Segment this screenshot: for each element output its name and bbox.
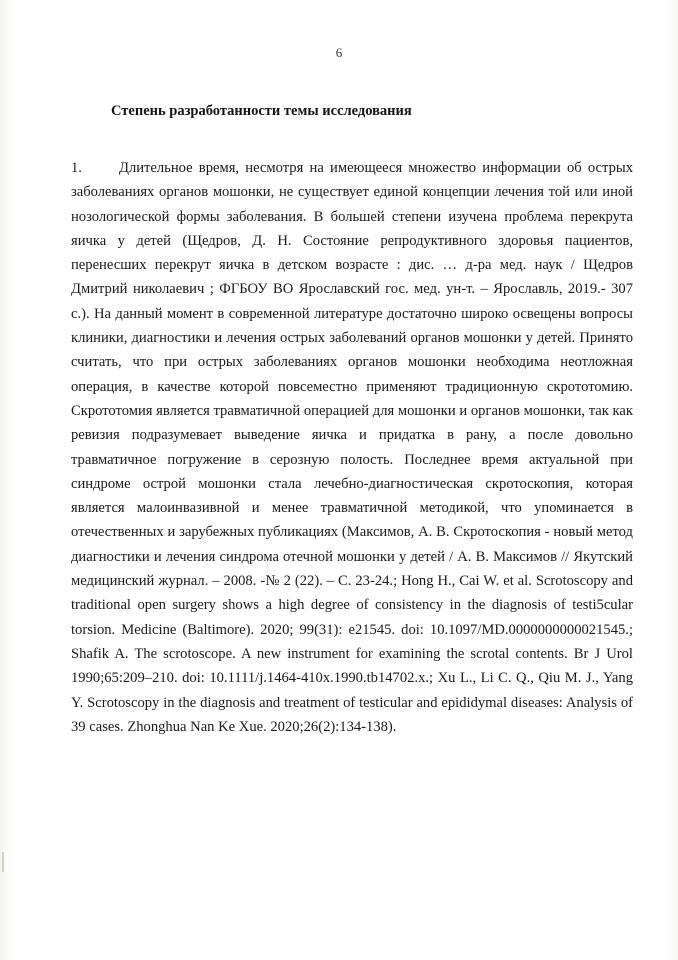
section-heading: Степень разработанности темы исследования [111,103,412,119]
list-item-number: 1. [71,160,82,176]
paragraph-text: Длительное время, несмотря на имеющееся множество информации об острых заболеваниях органов мошонки, не существует единой концепции лечения той или иной нозологической формы заболевания. В большей степени изучена проблема перекрута яичка у детей (Щедров, Д. Н. Состояние репродуктивного здоровья пациентов, перенесших перекрут яичка в детском возрасте : дис. … д-ра мед. наук / Щедров Дмитрий николаевич ; ФГБОУ ВО Ярославский гос. мед. ун-т. – Ярославль, 2019.- 307 с.). На данный момент в современной литературе достаточно широко освещены вопросы клиники, диагностики и лечения острых заболеваний органов мошонки у детей. Принято считать, что при острых заболеваниях органов мошонки необходима неотложная операция, в качестве которой повсеместно применяют традиционную скрототомию. Скрототомия является травматичной операцией для мошонки и органов мошонки, так как ревизия подразумевает выведение яичка и придатка в рану, а после довольно травматичное погружение в серозную полость. Последнее время актуальной при синдроме острой мошонки стала лечебно-диагностическая скротоскопия, которая является малоинвазивной и менее травматичной методикой, что упоминается в отечественных и зарубежных публикациях (Максимов, А. В. Скротоскопия - новый метод диагностики и лечения синдрома отечной мошонки у детей / А. В. Максимов // Якутский медицинский журнал. – 2008. -№ 2 (22). – С. 23-24.; Hong H., Cai W. et al. Scrotoscopy and traditional open surgery shows a high degree of consistency in the diagnosis of testi5cular torsion. Medicine (Baltimore). 2020; 99(31): e21545. doi: 10.1097/MD.0000000000021545.; Shafik A. The scrotoscope. A new instrument for examining the scrotal contents. Br J Urol 1990;65:209–210. doi: 10.1111/j.1464-410x.1990.tb14702.x.; Xu L., Li C. Q., Qiu M. J., Yang Y. Scrotoscopy in the diagnosis and treatment of testicular and epididymal diseases: Analysis of 39 cases. Zhonghua Nan Ke Xue. 2020;26(2):134-138). [71,160,633,735]
scan-edge-mark [2,852,4,872]
page-number: 6 [335,45,343,60]
body-paragraph [71,156,633,739]
